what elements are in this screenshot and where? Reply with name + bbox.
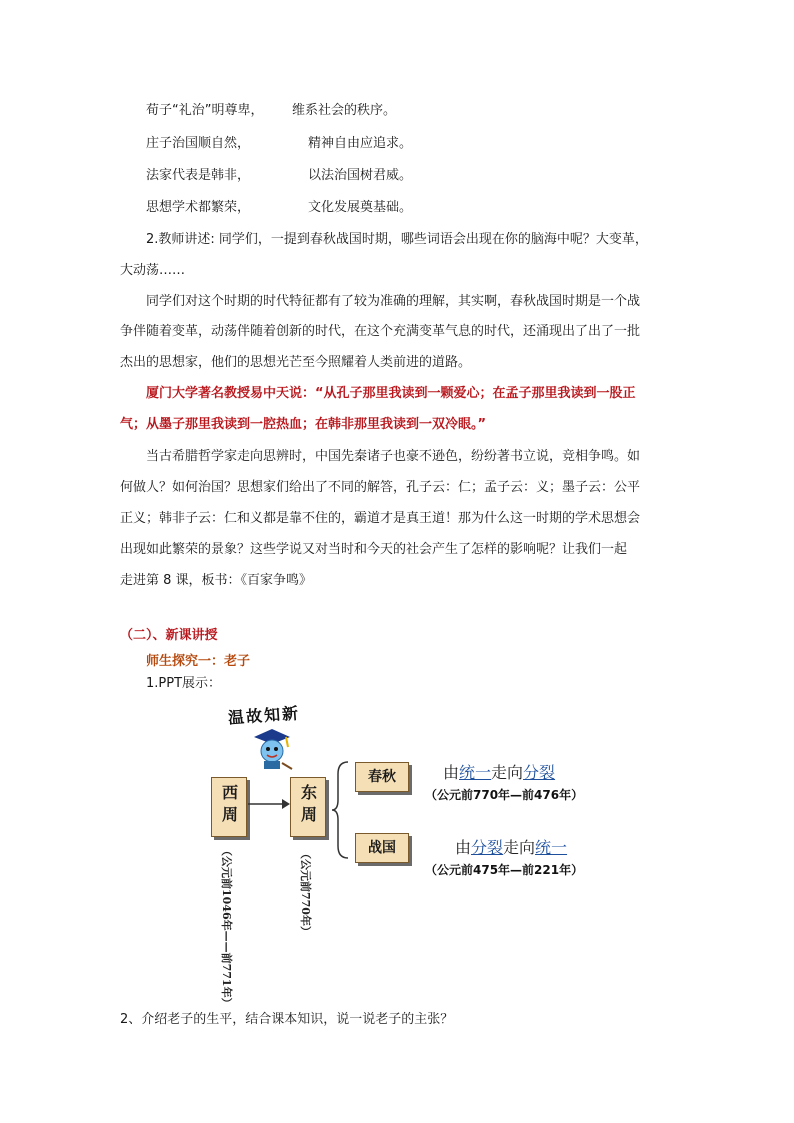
- chunqiu-label: 春秋: [368, 769, 396, 785]
- xizhou-box: [211, 777, 247, 837]
- zhanguo-years: （公元前475年—前221年）: [425, 863, 584, 877]
- poem-line-3-a: 法家代表是韩非，: [146, 168, 251, 183]
- banner-title: 温故知新: [227, 703, 301, 728]
- chunqiu-desc-from: 由: [443, 763, 460, 782]
- zhanguo-desc-to: 走向: [503, 838, 536, 857]
- poem-line-1-b: 维系社会的秩序。: [292, 103, 397, 118]
- para-3-line-3: 杰出的思想家，他们的思想光芒至今照耀着人类前进的道路。: [120, 355, 472, 370]
- quote-line-2: 气；从墨子那里我读到一腔热血；在韩非那里我读到一双冷眼。”: [120, 417, 487, 432]
- zhanguo-box: [355, 833, 409, 863]
- zhanguo-desc-start: 分裂: [471, 838, 504, 857]
- chunqiu-desc-end: 分裂: [523, 763, 556, 782]
- ppt-label: 1.PPT展示：: [146, 676, 222, 691]
- chunqiu-box: [355, 762, 409, 792]
- poem-line-3-b: 以法治国树君威。: [308, 168, 413, 183]
- para-4-line-5: 走进第 8 课，板书：《百家争鸣》: [120, 573, 313, 588]
- dongzhou-label: 东周: [298, 784, 318, 828]
- quote-line-1: 厦门大学著名教授易中天说：“从孔子那里我读到一颗爱心；在孟子那里我读到一股正: [146, 386, 636, 401]
- para-4-line-4: 出现如此繁荣的景象？这些学说又对当时和今天的社会产生了怎样的影响呢？让我们一起: [120, 542, 628, 557]
- xizhou-label: 西周: [219, 784, 239, 828]
- poem-line-1-a: 荀子“礼治”明尊卑，: [146, 103, 264, 118]
- chunqiu-desc: [443, 760, 555, 783]
- para-4-line-1: 当古希腊哲学家走向思辨时，中国先秦诸子也豪不逊色，纷纷著书立说，竞相争鸣。如: [146, 449, 641, 464]
- para-4-line-3: 正义；韩非子云：仁和义都是靠不住的，霸道才是真王道！那为什么这一时期的学术思想会: [120, 511, 641, 526]
- sub-title: 师生探究一：老子: [146, 654, 251, 669]
- zhanguo-desc-from: 由: [455, 838, 472, 857]
- para-2-line-2: 大动荡……: [120, 263, 186, 278]
- dongzhou-box: [290, 777, 326, 837]
- poem-line-2-a: 庄子治国顺自然，: [146, 136, 251, 151]
- section-title: （二）、新课讲授: [120, 628, 218, 643]
- chunqiu-years: （公元前770年—前476年）: [425, 788, 584, 802]
- zhanguo-desc: [455, 835, 567, 858]
- zhanguo-desc-end: 统一: [535, 838, 568, 857]
- poem-line-4-a: 思想学术都繁荣，: [146, 200, 251, 215]
- para-3-line-1: 同学们对这个时期的时代特征都有了较为准确的理解，其实啊，春秋战国时期是一个战: [146, 294, 641, 309]
- arrow-right-icon: [248, 798, 290, 810]
- para-4-line-2: 何做人？如何治国？思想家们给出了不同的解答，孔子云：仁；孟子云：义；墨子云：公平: [120, 480, 641, 495]
- poem-line-2-b: 精神自由应追求。: [308, 136, 413, 151]
- para-2-line-1: 2.教师讲述: 同学们，一提到春秋战国时期，哪些词语会出现在你的脑海中呢？大变革，: [146, 232, 648, 247]
- brace-icon: [330, 760, 350, 860]
- xizhou-years: （公元前1046年——前771年）: [220, 845, 233, 1009]
- chunqiu-desc-start: 统一: [459, 763, 492, 782]
- teacher-mascot-icon: [246, 727, 296, 773]
- chunqiu-desc-to: 走向: [491, 763, 524, 782]
- question-2: 2、介绍老子的生平，结合课本知识，说一说老子的主张？: [120, 1012, 454, 1027]
- zhanguo-label: 战国: [368, 840, 396, 856]
- dongzhou-years: （公元前770年）: [299, 848, 312, 937]
- poem-line-4-b: 文化发展奠基础。: [308, 200, 413, 215]
- para-3-line-2: 争伴随着变革，动荡伴随着创新的时代，在这个充满变革气息的时代，还涌现出了出了一批: [120, 324, 641, 339]
